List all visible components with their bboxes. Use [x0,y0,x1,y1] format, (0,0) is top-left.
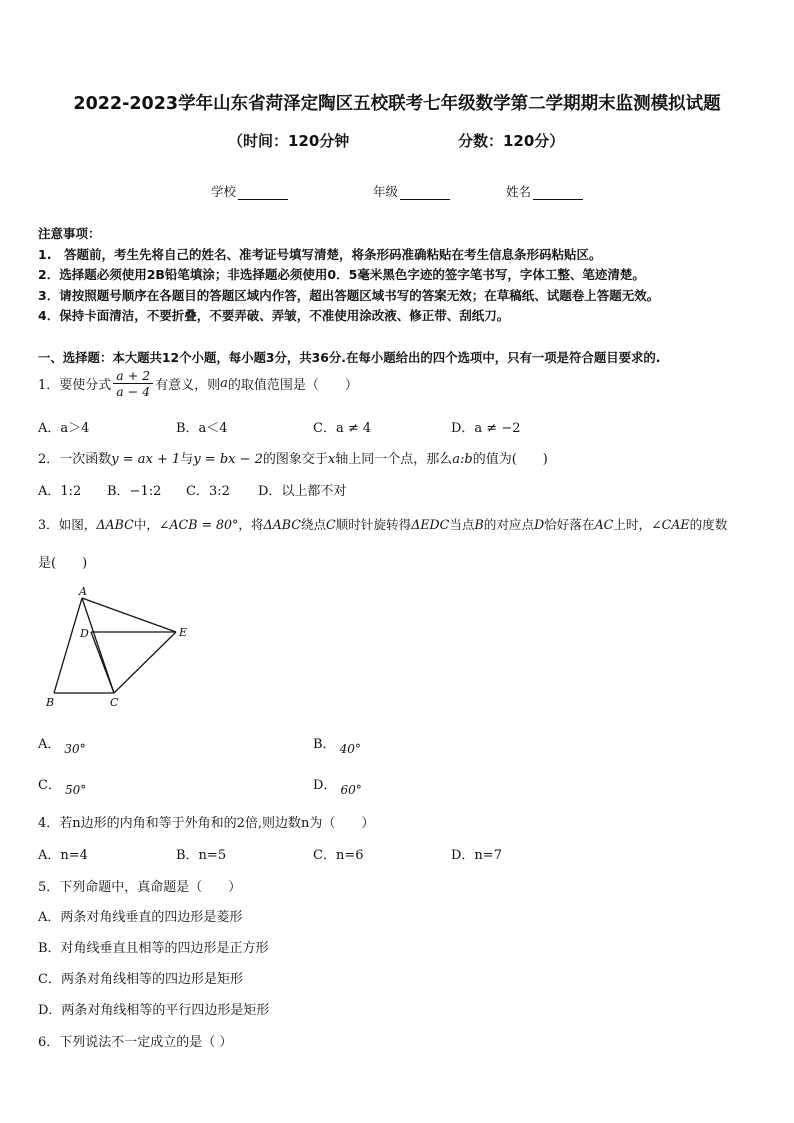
q1-option-d[interactable]: D．a ≠ −2 [451,421,521,436]
q1-frac-den: a − 4 [116,384,151,399]
question-3 [38,514,727,533]
grade-field [373,182,450,200]
q2-option-c[interactable]: C．3:2 [186,484,230,499]
q1-option-a[interactable]: A．a＞4 [38,421,90,436]
q3-text: 的度数 [689,517,728,532]
section-heading: 一、选择题：本大题共12个小题，每小题3分，共36分.在每小题给出的四个选项中，只有一项是符合题目要求的. [38,350,661,365]
q1-option-c[interactable]: C．a ≠ 4 [313,421,372,436]
q3-option-value: 50° [64,783,87,797]
q3-text: ，将 [238,517,264,532]
q3-math: ∠CAE [651,517,690,532]
label-b: B [46,696,55,709]
q3-text: 当点 [449,517,475,532]
edge-ec [114,632,176,693]
q5-option-a[interactable]: A．两条对角线垂直的四边形是菱形 [38,910,243,925]
q3-text: 绕点 [300,517,327,532]
name-blank[interactable] [533,186,583,200]
q3-option-b[interactable] [313,733,361,756]
question-6: 6．下列说法不一定成立的是（ ） [38,1035,233,1050]
label-e: E [179,626,188,639]
question-4: 4．若n边形的内角和等于外角和的2倍,则边数n为（ ） [38,816,375,831]
q2-expr: y = bx − 2 [193,452,263,467]
q1-frac-num: a + 2 [113,368,153,384]
label-c: C [110,696,119,709]
q2-text: 轴上同一个点，那么 [335,452,453,467]
q3-text: 的对应点 [483,517,535,532]
q3-math: B [474,517,484,532]
name-label: 姓名 [506,184,532,199]
q3-option-letter: C． [38,778,61,793]
q2-option-a[interactable]: A．1:2 [38,484,82,499]
q2-expr: a:b [452,452,473,467]
q2-text: 的图象交于 [262,452,328,467]
q3-text: 恰好落在 [544,517,595,532]
school-label: 学校 [211,184,237,199]
q1-fraction [113,368,153,399]
note-item: 3．请按照题号顺序在各题目的答题区域内作答，超出答题区域书写的答案无效；在草稿纸、试题卷上答题无效。 [38,288,660,303]
note-item: 4．保持卡面清洁，不要折叠，不要弄破、弄皱，不准使用涂改液、修正带、刮纸刀。 [38,308,510,323]
q1-suffix: 的取值范围是（ ） [227,378,358,393]
q3-option-value: 40° [339,742,361,756]
q3-text: 中， [133,517,159,532]
q3-option-d[interactable] [313,774,362,797]
note-item: 2．选择题必须使用2B铅笔填涂；非选择题必须使用0．5毫米黑色字迹的签字笔书写，字体工整、笔迹清楚。 [38,267,645,282]
q5-option-b[interactable]: B．对角线垂直且相等的四边形是正方形 [38,941,269,956]
q3-math: ΔABC [263,517,301,532]
q3-text: 顺时针旋转得 [335,517,412,532]
edge-ae [82,598,176,632]
question-1 [38,368,358,399]
grade-blank[interactable] [400,186,450,200]
q5-option-c[interactable]: C．两条对角线相等的四边形是矩形 [38,972,243,987]
edge-dc [91,632,114,693]
q3-text: 3．如图， [38,517,97,532]
q3-option-value: 30° [64,742,86,756]
label-d: D [80,627,89,640]
q1-prefix: 1．要使分式 [38,378,112,393]
label-a: A [79,585,87,598]
q3-option-value: 60° [340,783,362,797]
q3-math: ∠ACB = 80° [158,517,239,532]
q1-option-b[interactable]: B．a＜4 [176,421,228,436]
school-field [211,182,288,200]
q3-option-a[interactable] [38,733,86,756]
q2-expr: x [327,452,336,467]
edge-ab [54,598,82,693]
q2-text: 2．一次函数 [38,452,112,467]
school-blank[interactable] [238,186,288,200]
score-label: 分数：120分） [458,132,565,150]
q4-option-a[interactable]: A．n=4 [38,848,88,863]
q3-math: C [326,517,336,532]
q2-option-b[interactable]: B．−1:2 [107,484,162,499]
question-3-cont: 是( ) [38,556,88,571]
exam-title: 2022-2023学年山东省菏泽定陶区五校联考七年级数学第二学期期末监测模拟试题 [73,94,721,114]
q3-math: ΔEDC [411,517,450,532]
notes-heading: 注意事项： [38,226,101,241]
time-label: （时间：120分钟 [228,132,350,150]
grade-label: 年级 [373,184,399,199]
question-5: 5．下列命题中，真命题是（ ） [38,880,242,895]
q4-option-d[interactable]: D．n=7 [451,848,502,863]
q3-figure [38,585,198,710]
question-2 [38,448,548,467]
q3-math: ΔABC [96,517,134,532]
q4-option-b[interactable]: B．n=5 [176,848,227,863]
q2-text: 与 [180,452,194,467]
q3-option-c[interactable] [38,774,87,797]
q1-var: a [220,376,228,391]
q3-math: D [534,517,545,532]
q2-text: 的值为( ) [472,452,548,467]
q3-option-letter: A． [38,737,61,752]
name-field [506,182,583,200]
q3-option-letter: B． [313,737,336,752]
note-item: 1. 答题前，考生先将自己的姓名、准考证号填写清楚，将条形码准确粘贴在考生信息条形码粘贴区。 [38,247,602,262]
q3-math: AC [594,517,614,532]
q1-mid: 有意义，则 [155,378,221,393]
q3-option-letter: D． [313,778,337,793]
q4-option-c[interactable]: C．n=6 [313,848,364,863]
q2-option-d[interactable]: D．以上都不对 [258,484,347,499]
q2-expr: y = ax + 1 [111,452,181,467]
q5-option-d[interactable]: D．两条对角线相等的平行四边形是矩形 [38,1003,270,1018]
q3-text: 上时， [613,517,652,532]
